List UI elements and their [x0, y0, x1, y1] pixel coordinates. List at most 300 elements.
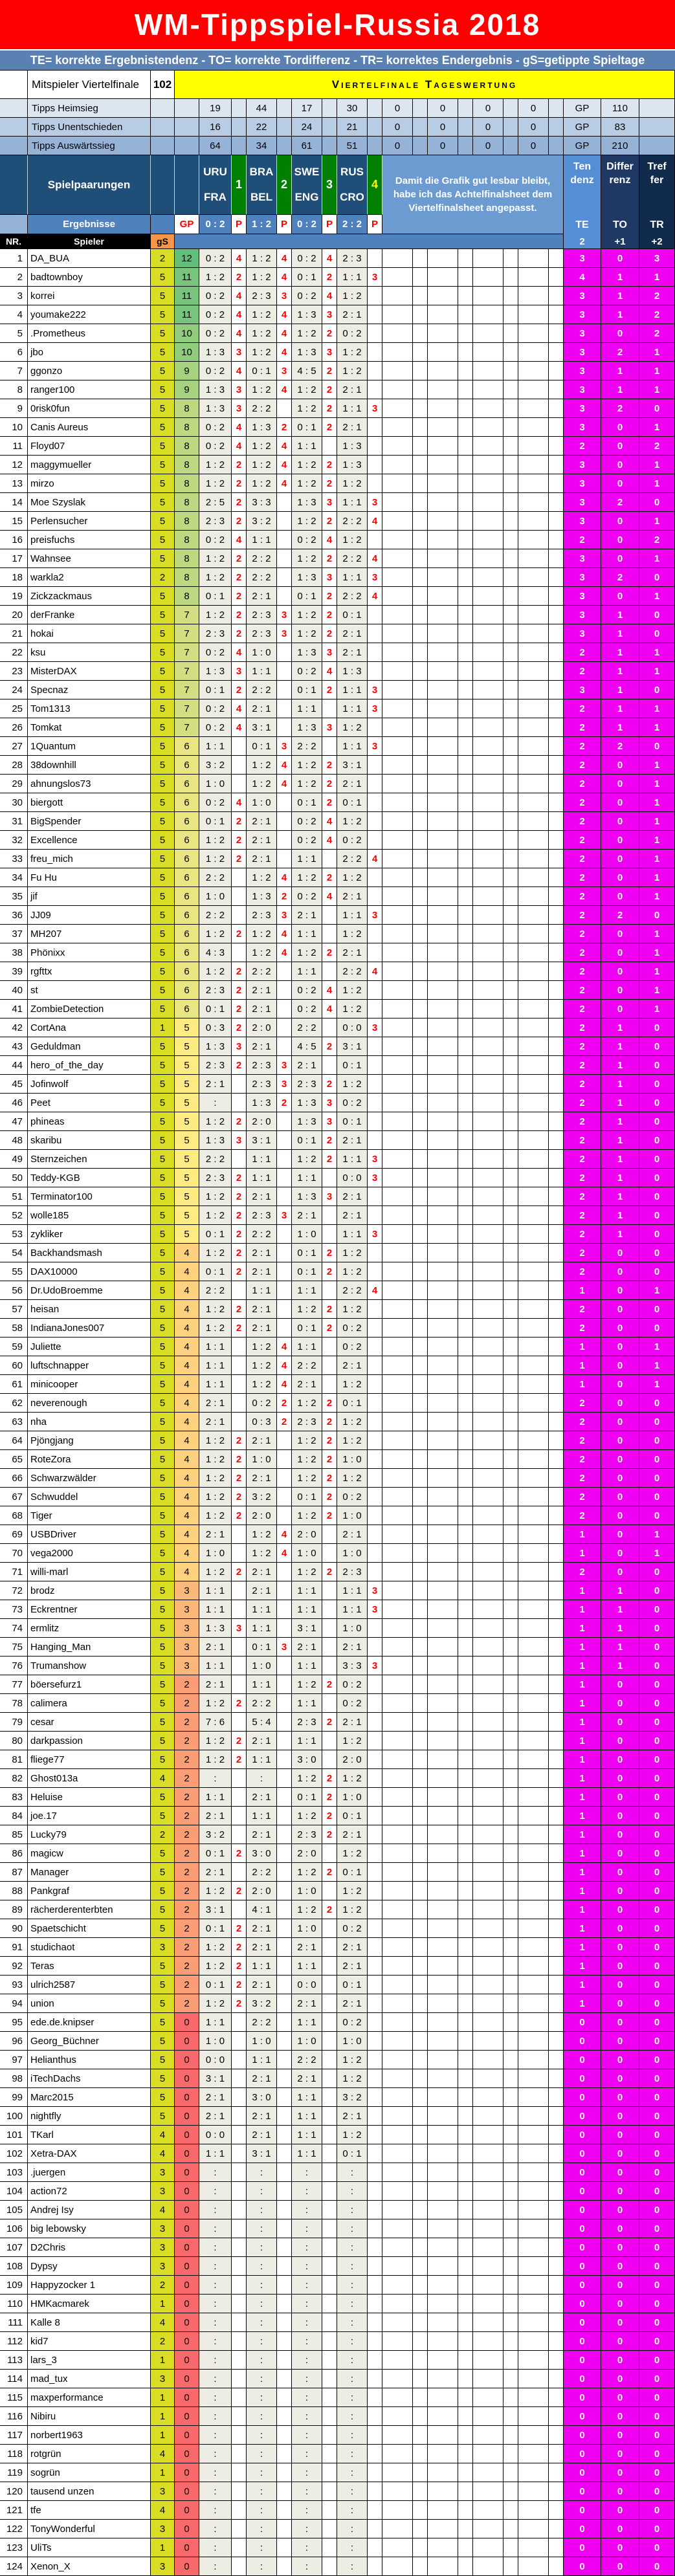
empty-score [473, 1112, 503, 1131]
to-value: 0 [601, 812, 639, 831]
empty-points [413, 1150, 428, 1169]
tipps-trailing [639, 137, 675, 155]
empty-points [503, 2407, 518, 2426]
tip-points [368, 2032, 382, 2051]
tip-score: 2 : 1 [337, 1638, 368, 1657]
tip-score: 1 : 2 [199, 1694, 232, 1713]
player-name: Sternzeichen [28, 1150, 151, 1169]
player-name: Excellence [28, 831, 151, 850]
tr-value: 1 [639, 868, 675, 887]
player-row [0, 2088, 675, 2107]
empty-points [458, 2257, 473, 2276]
player-name: RoteZora [28, 1450, 151, 1469]
gp-value: 0 [175, 2313, 199, 2332]
te-value: 3 [564, 380, 601, 399]
tip-score: 0 : 1 [337, 1394, 368, 1413]
gp-value: 11 [175, 287, 199, 305]
player-row [0, 2482, 675, 2501]
match-result: 1 : 2 [247, 215, 277, 234]
tip-score: 0 : 0 [199, 2051, 232, 2069]
player-row [0, 906, 675, 925]
tip-points [322, 2051, 337, 2069]
player-row [0, 1863, 675, 1882]
tip-score: 0 : 1 [292, 1244, 322, 1262]
tip-score: 1 : 2 [199, 1450, 232, 1469]
empty-score [518, 1581, 549, 1600]
tip-points: 4 [232, 362, 247, 380]
player-row [0, 981, 675, 1000]
empty-score [428, 2520, 458, 2538]
tip-score: 1 : 1 [292, 1581, 322, 1600]
gs-value: 5 [151, 1075, 175, 1094]
empty-score [473, 1225, 503, 1244]
tip-score: 1 : 0 [337, 1450, 368, 1469]
player-rank: 61 [0, 1375, 28, 1394]
player-rows [0, 249, 675, 2576]
empty-score [473, 2107, 503, 2126]
tip-points [322, 2219, 337, 2238]
to-value: 0 [601, 1000, 639, 1018]
tip-points [277, 1976, 292, 1994]
empty-points [503, 549, 518, 568]
tip-score: 2 : 1 [199, 2107, 232, 2126]
tip-points [277, 2182, 292, 2201]
empty-points [413, 1957, 428, 1976]
empty-points [503, 568, 518, 587]
player-name: Tiger [28, 1506, 151, 1525]
tip-score: : [337, 2313, 368, 2332]
empty-score [428, 1375, 458, 1394]
te-value: 2 [564, 1018, 601, 1037]
tip-points [232, 2032, 247, 2051]
tr-value: 0 [639, 2370, 675, 2388]
tip-score: 0 : 3 [199, 1018, 232, 1037]
empty-score [428, 925, 458, 943]
empty-points [549, 868, 564, 887]
tip-score: 1 : 2 [337, 1769, 368, 1788]
match-number: 3 [322, 155, 337, 215]
empty-points [458, 2445, 473, 2463]
player-row [0, 1094, 675, 1112]
tip-points: 2 [322, 868, 337, 887]
p-label: P [368, 215, 382, 234]
tip-points [368, 362, 382, 380]
player-row [0, 2445, 675, 2463]
tr-value: 0 [639, 1244, 675, 1262]
tip-score: 1 : 3 [292, 343, 322, 362]
empty-points [458, 2388, 473, 2407]
tip-points: 3 [368, 493, 382, 512]
tip-score: 2 : 2 [337, 587, 368, 606]
tr-value: 0 [639, 1732, 675, 1750]
empty-score [428, 1506, 458, 1525]
tip-score: 2 : 1 [247, 1788, 277, 1807]
player-row [0, 1018, 675, 1037]
match-teams [247, 155, 277, 215]
tip-score: 0 : 1 [292, 587, 322, 606]
tip-score: 0 : 1 [199, 1919, 232, 1938]
te-value: 1 [564, 1675, 601, 1694]
empty-points [503, 249, 518, 268]
empty-score [473, 2088, 503, 2107]
tr-value: 0 [639, 906, 675, 925]
player-rank: 1 [0, 249, 28, 268]
empty-score [382, 1469, 413, 1488]
gp-value: 5 [175, 1094, 199, 1112]
empty-points [503, 2013, 518, 2032]
tip-score: 1 : 3 [337, 662, 368, 681]
empty-points [458, 2407, 473, 2426]
te-value: 0 [564, 2463, 601, 2482]
player-name: Phönixx [28, 943, 151, 962]
gs-value: 5 [151, 906, 175, 925]
gp-value: 7 [175, 681, 199, 699]
empty-score [518, 1187, 549, 1206]
empty-points [413, 756, 428, 775]
empty-score [518, 2520, 549, 2538]
tr-value: 2 [639, 287, 675, 305]
tip-points [232, 2238, 247, 2257]
tip-score: 1 : 3 [199, 343, 232, 362]
tr-value: 2 [639, 437, 675, 456]
tr-value: 1 [639, 643, 675, 662]
empty-score [428, 2557, 458, 2576]
player-name: Moe Szyslak [28, 493, 151, 512]
gs-value: 5 [151, 2107, 175, 2126]
empty-score [518, 2069, 549, 2088]
empty-score [428, 1356, 458, 1375]
empty-score [518, 2463, 549, 2482]
empty-points [413, 2426, 428, 2445]
empty-points [549, 1338, 564, 1356]
player-rank: 5 [0, 324, 28, 343]
tip-score: 1 : 0 [292, 2032, 322, 2051]
meta-row [0, 70, 675, 99]
tip-points: 3 [368, 399, 382, 418]
tip-score: 2 : 1 [199, 1807, 232, 1825]
te-value: 3 [564, 681, 601, 699]
empty-points [413, 1675, 428, 1694]
player-name: Zickzackmaus [28, 587, 151, 606]
player-name: Dr.UdoBroemme [28, 1281, 151, 1300]
tip-score: 2 : 2 [247, 681, 277, 699]
tip-points [277, 1244, 292, 1262]
te-value: 0 [564, 2219, 601, 2238]
empty-score [382, 1694, 413, 1713]
empty-score [473, 512, 503, 531]
empty-score [428, 2445, 458, 2463]
player-row [0, 1206, 675, 1225]
empty-score [518, 1319, 549, 1338]
tip-score: : [247, 2538, 277, 2557]
player-name: korrei [28, 287, 151, 305]
tip-score: 2 : 0 [292, 1525, 322, 1544]
empty-points [549, 2238, 564, 2257]
tip-points [368, 1244, 382, 1262]
empty-score [518, 1131, 549, 1150]
empty-score [518, 981, 549, 1000]
to-value: 0 [601, 1900, 639, 1919]
to-value: 0 [601, 1788, 639, 1807]
player-row [0, 1150, 675, 1169]
player-row [0, 399, 675, 418]
empty-score [428, 2013, 458, 2032]
te-value: 1 [564, 1544, 601, 1563]
tip-points [232, 2463, 247, 2482]
empty-points [549, 324, 564, 343]
results-label: Ergebnisse [28, 215, 151, 234]
to-value: 1 [601, 1581, 639, 1600]
tip-score: 2 : 1 [337, 1206, 368, 1225]
tip-points [277, 831, 292, 850]
empty-points [549, 1488, 564, 1506]
tip-score: 1 : 1 [199, 1356, 232, 1375]
away-team: BEL [250, 191, 272, 204]
tip-points [368, 2538, 382, 2557]
empty-points [549, 2426, 564, 2445]
empty-score [382, 2501, 413, 2520]
tip-points [368, 1750, 382, 1769]
match-result: 2 : 2 [337, 215, 368, 234]
tip-score: 0 : 2 [337, 2013, 368, 2032]
tip-score: 1 : 3 [292, 1187, 322, 1206]
empty-score [428, 287, 458, 305]
tr-value: 1 [639, 549, 675, 568]
to-value: 0 [601, 1319, 639, 1338]
tr-value: 0 [639, 2332, 675, 2351]
te-value: 2 [564, 1037, 601, 1056]
tip-points: 4 [277, 305, 292, 324]
tip-points: 3 [232, 662, 247, 681]
tip-score: : [199, 1094, 232, 1112]
empty-points [458, 2557, 473, 2576]
empty-score [518, 2144, 549, 2163]
empty-points [413, 1225, 428, 1244]
tip-score: 1 : 0 [337, 1788, 368, 1807]
to-value: 0 [601, 2501, 639, 2520]
empty-score [428, 2107, 458, 2126]
tr-value: 0 [639, 1994, 675, 2013]
player-rank: 109 [0, 2276, 28, 2295]
player-row [0, 1281, 675, 1300]
tip-points: 2 [232, 568, 247, 587]
empty-points [503, 1732, 518, 1750]
player-rank: 96 [0, 2032, 28, 2051]
gs-value: 5 [151, 1882, 175, 1900]
empty-score [473, 793, 503, 812]
p-label: P [277, 215, 292, 234]
empty-score [428, 1938, 458, 1957]
tr-value: 0 [639, 1075, 675, 1094]
empty-score [382, 2388, 413, 2407]
empty-points [503, 1750, 518, 1769]
tip-score: 0 : 1 [337, 1807, 368, 1825]
tip-points [277, 2276, 292, 2295]
tip-score: 1 : 1 [247, 1150, 277, 1169]
player-rank: 99 [0, 2088, 28, 2107]
tr-value: 0 [639, 1976, 675, 1994]
tr-value: 0 [639, 2351, 675, 2370]
tip-score: 2 : 1 [337, 2107, 368, 2126]
empty-score [382, 831, 413, 850]
player-rank: 39 [0, 962, 28, 981]
empty-points [549, 474, 564, 493]
tip-points [368, 1300, 382, 1319]
empty-points [503, 2088, 518, 2107]
empty-score [518, 418, 549, 437]
gs-value: 5 [151, 1525, 175, 1544]
tr-value: 0 [639, 1094, 675, 1112]
empty-score [473, 775, 503, 793]
tip-score: 2 : 2 [247, 1225, 277, 1244]
player-row [0, 587, 675, 606]
gp-value: 0 [175, 2276, 199, 2295]
empty-score [518, 2276, 549, 2295]
tr-value: 0 [639, 2069, 675, 2088]
empty-points [413, 1919, 428, 1938]
tip-score: 0 : 2 [337, 1319, 368, 1338]
player-name: iTechDachs [28, 2069, 151, 2088]
player-name: Tom1313 [28, 699, 151, 718]
te-value: 1 [564, 1750, 601, 1769]
results-gs-spacer [151, 215, 175, 234]
empty-points [458, 1356, 473, 1375]
tip-score: 1 : 2 [199, 962, 232, 981]
tr-value: 0 [639, 2144, 675, 2163]
gp-value: 2 [175, 1957, 199, 1976]
tipps-count: 0 [473, 99, 503, 118]
empty-score [428, 1657, 458, 1675]
player-rank: 121 [0, 2501, 28, 2520]
tip-points [232, 2501, 247, 2520]
empty-points [503, 2313, 518, 2332]
tip-score: : [247, 2426, 277, 2445]
tip-score: 1 : 0 [337, 2032, 368, 2051]
tip-score: 2 : 1 [337, 418, 368, 437]
empty-points [549, 1938, 564, 1957]
empty-points [458, 399, 473, 418]
empty-score [518, 1938, 549, 1957]
pairings-gs-spacer [151, 155, 175, 215]
player-rank: 54 [0, 1244, 28, 1262]
tip-points [277, 1488, 292, 1506]
empty-score [473, 681, 503, 699]
gs-value: 2 [151, 1825, 175, 1844]
tip-score: : [337, 2520, 368, 2538]
empty-points [549, 1300, 564, 1319]
empty-score [382, 1581, 413, 1600]
tip-score: 1 : 2 [247, 1544, 277, 1563]
te-value: 2 [564, 1262, 601, 1281]
tip-score: 1 : 0 [247, 643, 277, 662]
tip-points: 4 [277, 324, 292, 343]
tip-points: 4 [322, 812, 337, 831]
empty-points [549, 1413, 564, 1431]
tip-score: 0 : 1 [199, 1262, 232, 1281]
empty-score [473, 1563, 503, 1581]
empty-points [458, 512, 473, 531]
empty-score [428, 1769, 458, 1788]
tip-score: 1 : 1 [337, 1225, 368, 1244]
empty-score [473, 1600, 503, 1619]
empty-score [428, 756, 458, 775]
gs-value: 5 [151, 2013, 175, 2032]
tip-points [232, 2520, 247, 2538]
player-name: Lucky79 [28, 1825, 151, 1844]
tip-score: 2 : 1 [337, 775, 368, 793]
empty-score [428, 2538, 458, 2557]
player-name: action72 [28, 2182, 151, 2201]
tip-points [368, 287, 382, 305]
player-rank: 86 [0, 1844, 28, 1863]
tip-score: : [247, 2295, 277, 2313]
te-value: 0 [564, 2182, 601, 2201]
tr-value: 0 [639, 1807, 675, 1825]
tip-score: 2 : 1 [337, 887, 368, 906]
home-team: SWE [294, 165, 320, 178]
empty-score [518, 1675, 549, 1694]
tip-score: : [199, 2407, 232, 2426]
tip-score: 1 : 2 [337, 1262, 368, 1281]
tip-score: 1 : 2 [337, 1413, 368, 1431]
tip-points: 4 [277, 249, 292, 268]
tip-score: 1 : 2 [199, 1994, 232, 2013]
empty-score [382, 1882, 413, 1900]
tip-points [232, 2182, 247, 2201]
tip-points [368, 925, 382, 943]
empty-points [549, 493, 564, 512]
to-value: 0 [601, 1769, 639, 1788]
empty-points [503, 1488, 518, 1506]
tip-points: 4 [232, 437, 247, 456]
tip-score: : [247, 2407, 277, 2426]
empty-score [473, 1525, 503, 1544]
te-value: 0 [564, 2088, 601, 2107]
tip-points: 3 [277, 1075, 292, 1094]
empty-points [458, 2201, 473, 2219]
tip-points [368, 2445, 382, 2463]
empty-score [382, 531, 413, 549]
tip-score: 1 : 2 [292, 624, 322, 643]
tip-points [277, 1900, 292, 1919]
empty-points [503, 1619, 518, 1638]
gp-value: 12 [175, 249, 199, 268]
empty-score [518, 2295, 549, 2313]
tip-points: 4 [277, 343, 292, 362]
empty-points [503, 1319, 518, 1338]
empty-points [413, 1187, 428, 1206]
tip-points [277, 1450, 292, 1469]
empty-points [503, 1112, 518, 1131]
gs-value: 5 [151, 418, 175, 437]
tip-score: 3 : 3 [337, 1657, 368, 1675]
empty-score [518, 1394, 549, 1413]
to-value: 0 [601, 2201, 639, 2219]
empty-points [549, 699, 564, 718]
empty-score [473, 1431, 503, 1450]
tip-score: : [337, 2407, 368, 2426]
empty-points [503, 1413, 518, 1431]
empty-score [382, 1450, 413, 1469]
player-rank: 15 [0, 512, 28, 531]
tip-points [277, 812, 292, 831]
empty-score [518, 2238, 549, 2257]
player-rank: 13 [0, 474, 28, 493]
tip-points [322, 2144, 337, 2163]
tr-value: 0 [639, 1394, 675, 1413]
player-row [0, 1581, 675, 1600]
tip-points: 4 [277, 925, 292, 943]
